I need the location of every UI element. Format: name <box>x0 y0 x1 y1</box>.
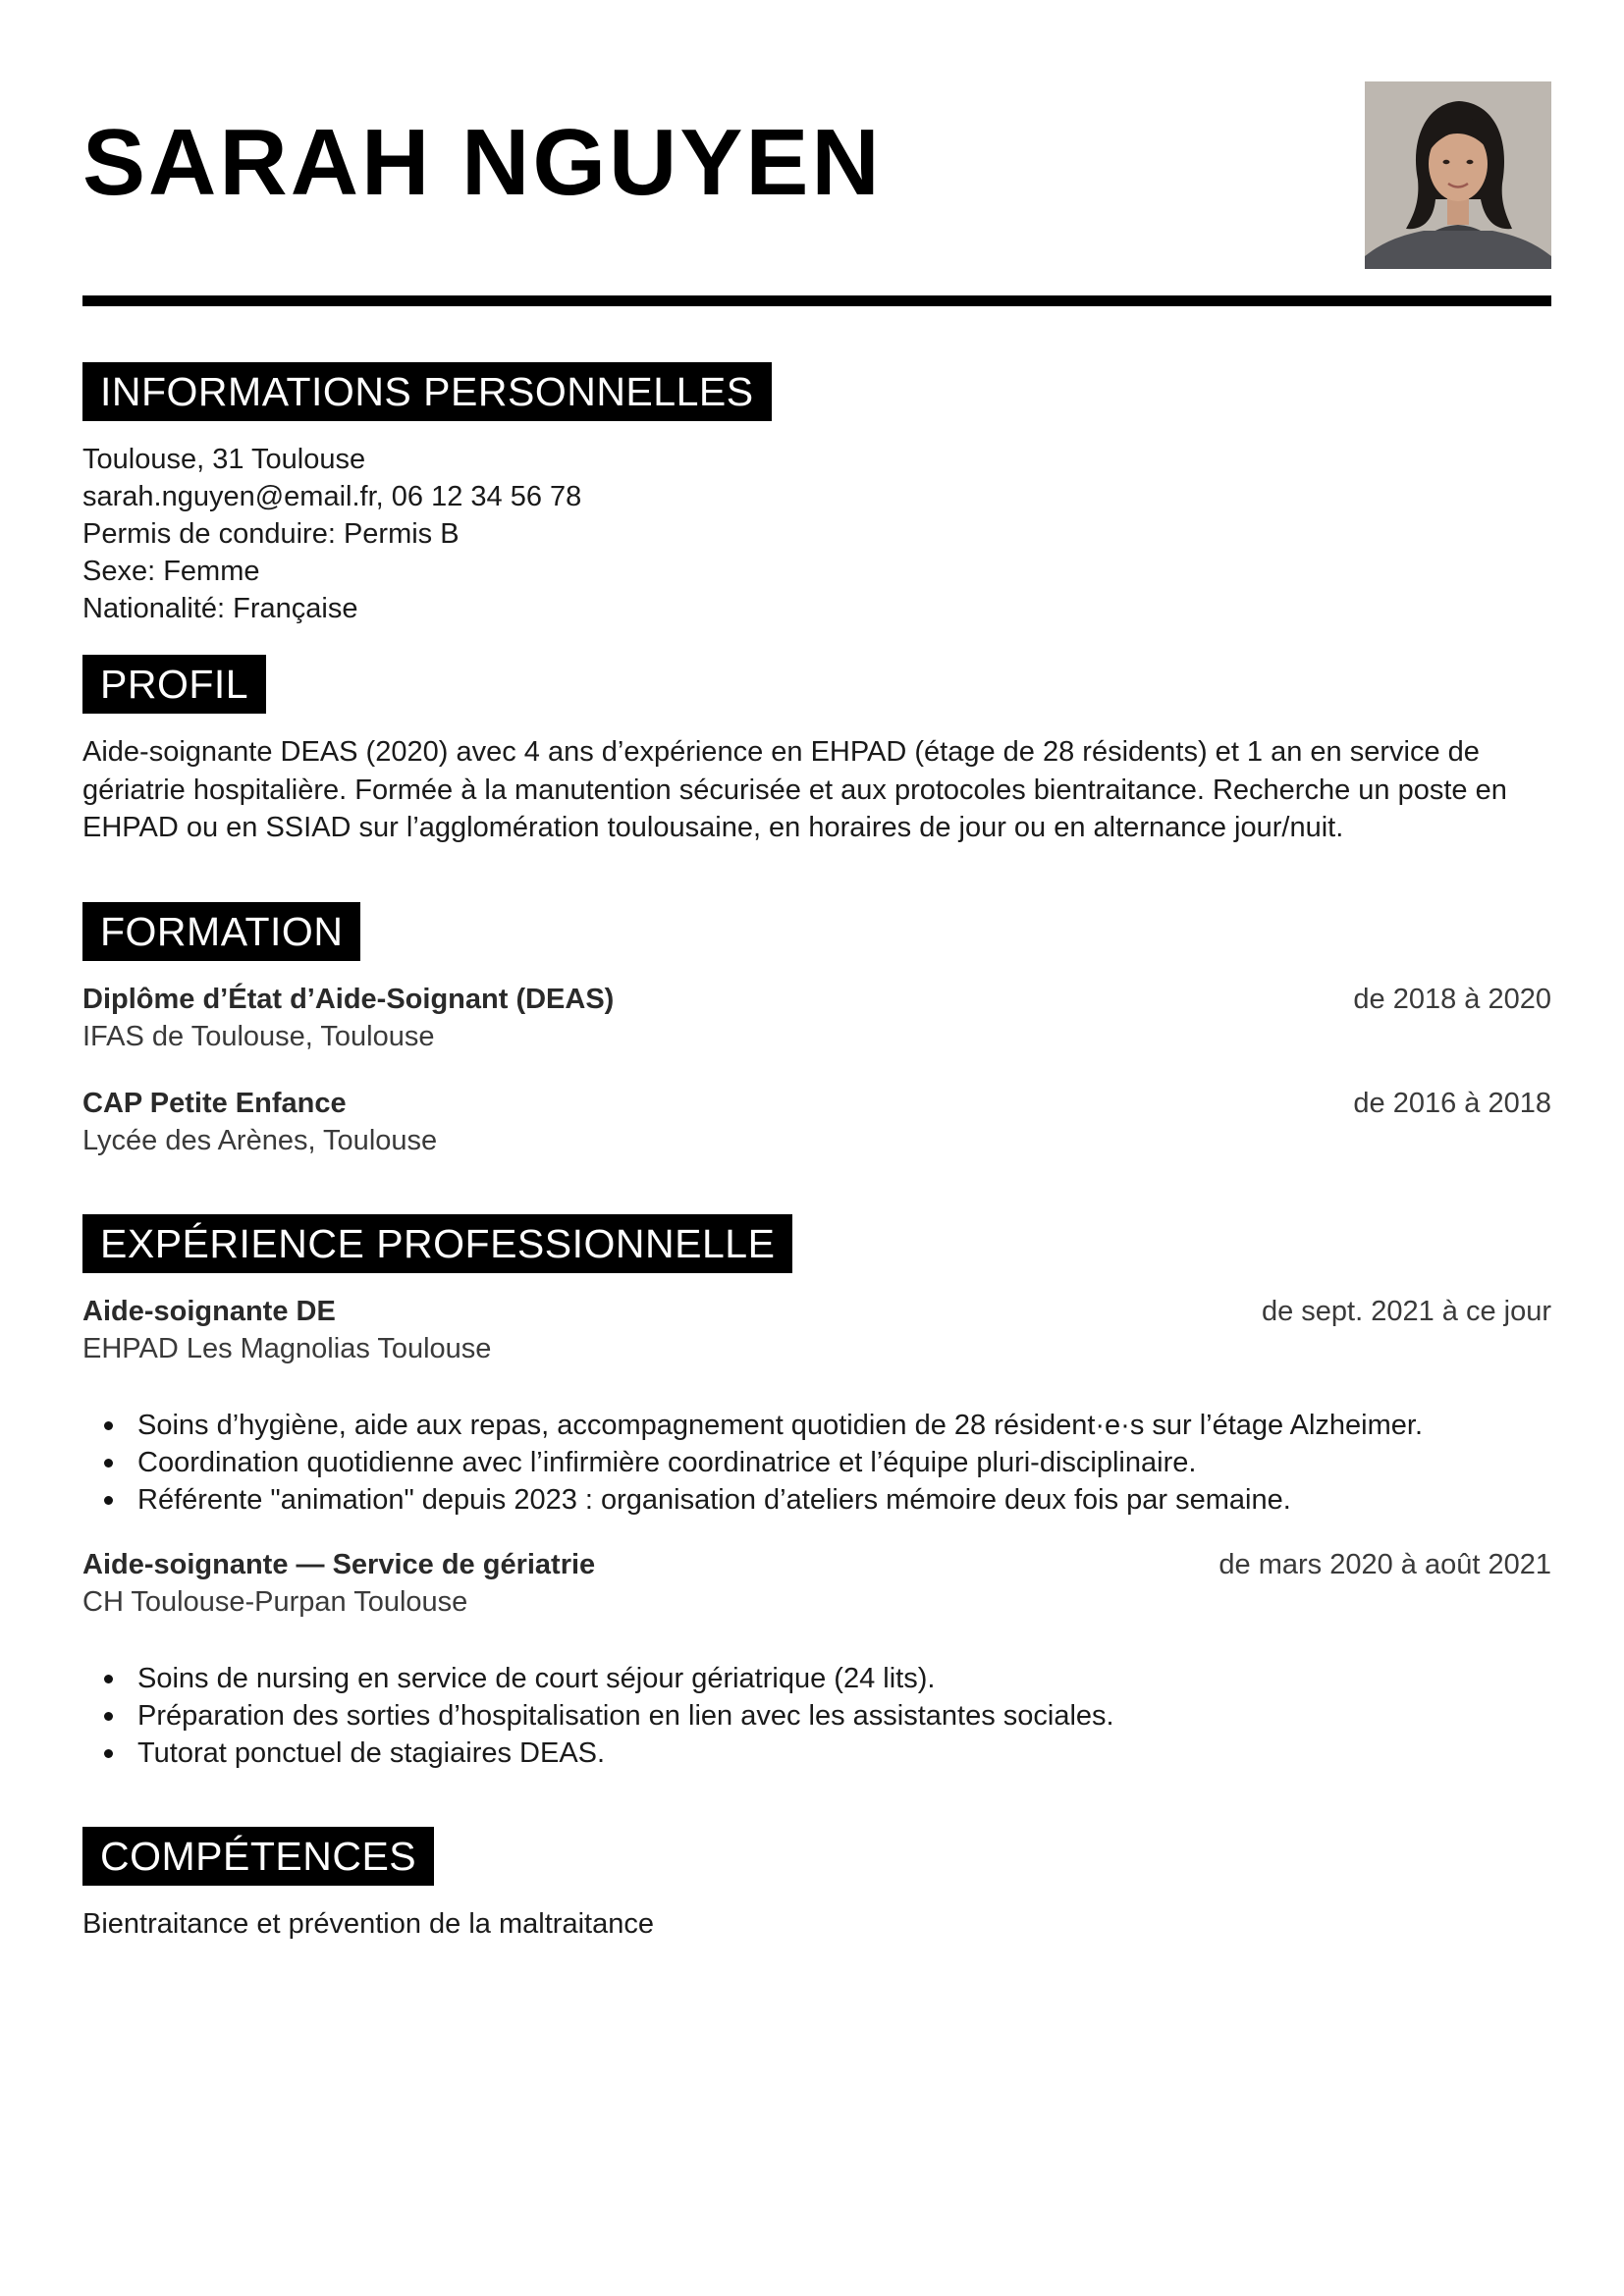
bullet-icon <box>104 1496 113 1505</box>
task-text: Soins d’hygiène, aide aux repas, accompagnement quotidien de 28 résident·e·s sur l’étage Alzheimer. <box>137 1409 1424 1441</box>
experience-employer: CH Toulouse-Purpan Toulouse <box>82 1585 468 1618</box>
education-degree: CAP Petite Enfance <box>82 1087 347 1119</box>
experience-dates: de mars 2020 à août 2021 <box>1218 1548 1551 1580</box>
bullet-icon <box>104 1459 113 1468</box>
section-experience <box>82 1214 1551 1772</box>
candidate-name: SARAH NGUYEN <box>82 110 883 215</box>
list-item <box>137 1444 1551 1481</box>
resume-page <box>82 0 1551 1943</box>
portrait-icon <box>1365 81 1551 269</box>
profile-summary: Aide-soignante DEAS (2020) avec 4 ans d’expérience en EHPAD (étage de 28 résidents) et 1 an en service de gériatrie hospitalière. Formée à la manutention sécurisée et aux protocoles bientraitance. Recherche un poste en EHPAD ou en SSIAD sur l’agglomération toulousaine, en horaires de jour ou en alternance jour/nuit. <box>82 736 1507 843</box>
task-text: Soins de nursing en service de court séjour gériatrique (24 lits). <box>137 1662 936 1694</box>
section-title-education: FORMATION <box>82 902 360 961</box>
experience-entry <box>82 1546 1551 1772</box>
experience-entry <box>82 1293 1551 1519</box>
section-title-skills: COMPÉTENCES <box>82 1827 434 1886</box>
task-text: Référente "animation" depuis 2023 : organisation d’ateliers mémoire deux fois par semaine. <box>137 1483 1291 1516</box>
section-title-profile: PROFIL <box>82 655 266 714</box>
bullet-icon <box>104 1675 113 1683</box>
list-item <box>137 1697 1551 1735</box>
education-school: IFAS de Toulouse, Toulouse <box>82 1020 435 1052</box>
info-driving-license: Permis de conduire: Permis B <box>82 518 460 550</box>
experience-employer: EHPAD Les Magnolias Toulouse <box>82 1332 492 1364</box>
personal-info-list <box>82 441 1551 627</box>
bullet-icon <box>104 1749 113 1758</box>
skill-item: Bientraitance et prévention de la maltraitance <box>82 1907 654 1940</box>
info-sex: Sexe: Femme <box>82 556 260 587</box>
task-text: Coordination quotidienne avec l’infirmière coordinatrice et l’équipe pluri-disciplinaire. <box>137 1446 1197 1478</box>
section-profile <box>82 655 1551 847</box>
section-title-experience: EXPÉRIENCE PROFESSIONNELLE <box>82 1214 792 1273</box>
experience-tasks <box>82 1660 1551 1772</box>
resume-header <box>82 0 1551 306</box>
section-title-personal: INFORMATIONS PERSONNELLES <box>82 362 772 421</box>
education-entry <box>82 981 1551 1055</box>
experience-dates: de sept. 2021 à ce jour <box>1261 1295 1551 1327</box>
list-item <box>137 1735 1551 1772</box>
header-divider <box>82 295 1551 306</box>
section-education <box>82 902 1551 1159</box>
list-item <box>137 1407 1551 1444</box>
education-entry <box>82 1085 1551 1159</box>
education-dates: de 2018 à 2020 <box>1353 983 1551 1015</box>
education-school: Lycée des Arènes, Toulouse <box>82 1124 438 1156</box>
list-item <box>137 1481 1551 1519</box>
info-address: Toulouse, 31 Toulouse <box>82 444 366 475</box>
education-degree: Diplôme d’État d’Aide-Soignant (DEAS) <box>82 983 615 1015</box>
bullet-icon <box>104 1421 113 1430</box>
bullet-icon <box>104 1712 113 1721</box>
task-text: Préparation des sorties d’hospitalisation en lien avec les assistantes sociales. <box>137 1699 1114 1732</box>
experience-role: Aide-soignante DE <box>82 1295 336 1327</box>
info-contact: sarah.nguyen@email.fr, 06 12 34 56 78 <box>82 481 582 512</box>
list-item <box>137 1660 1551 1697</box>
education-dates: de 2016 à 2018 <box>1353 1087 1551 1119</box>
portrait-photo <box>1365 81 1551 269</box>
experience-tasks <box>82 1407 1551 1519</box>
info-nationality: Nationalité: Française <box>82 593 358 624</box>
section-skills <box>82 1827 1551 1943</box>
task-text: Tutorat ponctuel de stagiaires DEAS. <box>137 1736 606 1769</box>
section-personal-info <box>82 362 1551 627</box>
experience-role: Aide-soignante — Service de gériatrie <box>82 1548 596 1580</box>
